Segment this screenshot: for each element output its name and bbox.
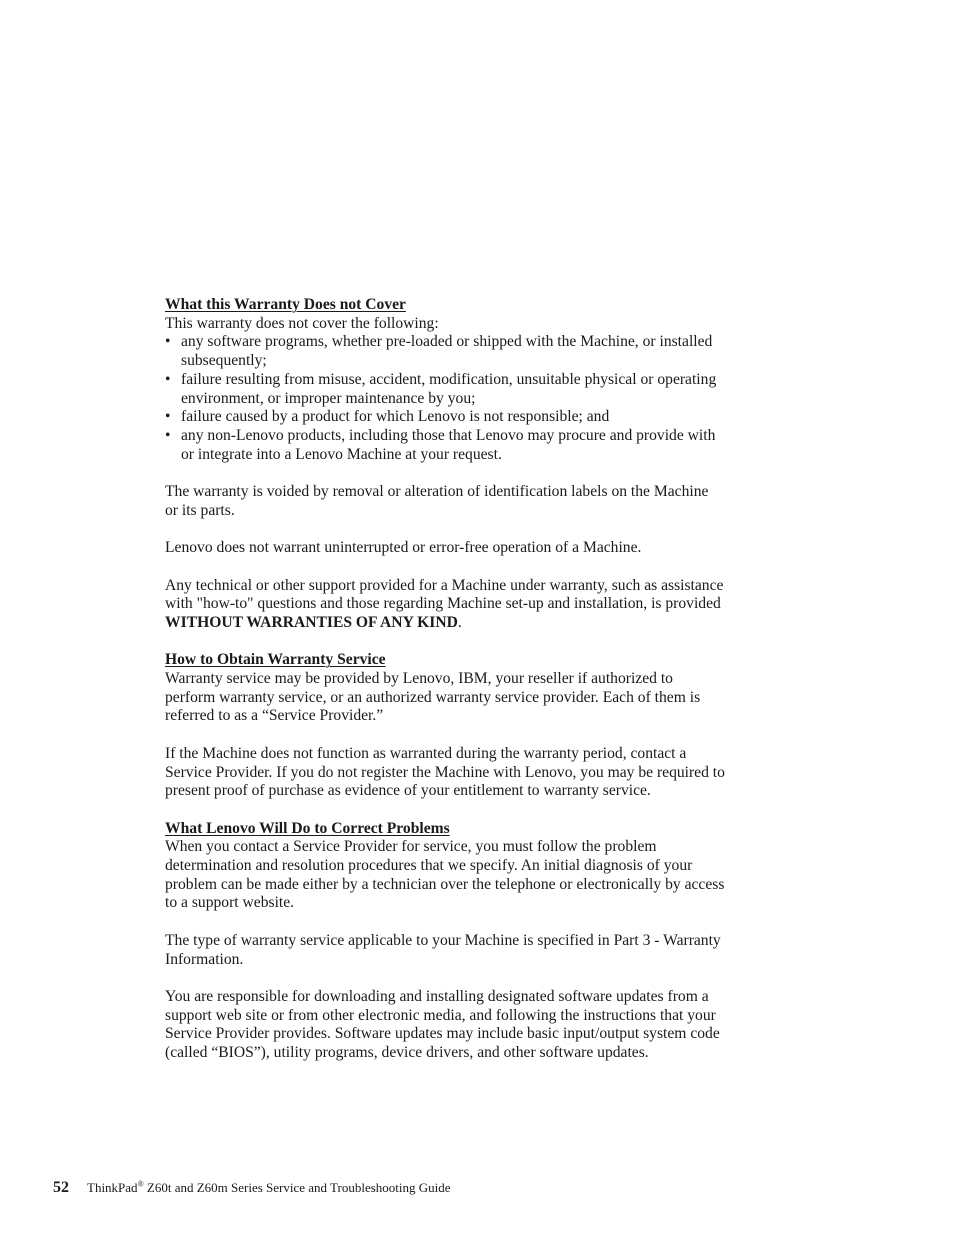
intro-text: This warranty does not cover the following: — [165, 314, 439, 332]
paragraph-software-updates: You are responsible for downloading and installing designated software updates from a support web site or from other electronic media, and following the instructions that your Service Provider provides. Software updates may include basic input/output system code (called “BIOS”), utility programs, device drivers, and other software updates. — [165, 987, 720, 1061]
trademark-symbol: ® — [137, 1179, 144, 1189]
page-number: 52 — [53, 1179, 69, 1196]
footer-title-rest: Z60t and Z60m Series Service and Troubleshooting Guide — [143, 1180, 451, 1195]
exclusions-list — [165, 333, 725, 464]
support-text-end: . — [457, 613, 462, 631]
no-warranty-emphasis: WITHOUT WARRANTIES OF ANY KIND — [165, 613, 458, 631]
list-item: • any non-Lenovo products, including those that Lenovo may procure and provide with or integrate into a Lenovo Machine at your request. — [165, 427, 725, 464]
list-item: • failure caused by a product for which Lenovo is not responsible; and — [165, 408, 725, 427]
paragraph-problem-determination: When you contact a Service Provider for service, you must follow the problem determination and resolution procedures that we specify. An initial diagnosis of your problem can be made either by a technician over the telephone or electronically by access to a support website. — [165, 838, 725, 912]
list-item: • any software programs, whether pre-loaded or shipped with the Machine, or installed subsequently; — [165, 333, 725, 370]
paragraph-service-type: The type of warranty service applicable to your Machine is specified in Part 3 - Warranty Information. — [165, 931, 721, 968]
footer-title — [87, 1180, 451, 1196]
paragraph-technical-support — [165, 577, 725, 633]
support-text: Any technical or other support provided for a Machine under warranty, such as assistance with "how-to" questions and those regarding Machine set-up and installation, is provided — [165, 576, 724, 613]
page-footer — [53, 1179, 451, 1197]
paragraph-contact-provider: If the Machine does not function as warranted during the warranty period, contact a Service Provider. If you do not register the Machine with Lenovo, you may be required to present proof of purchase as evidence of your entitlement to warranty service. — [165, 744, 725, 800]
paragraph-labels-void: The warranty is voided by removal or alteration of identification labels on the Machine or its parts. — [165, 483, 709, 519]
section-heading-obtain-service: How to Obtain Warranty Service — [165, 651, 386, 669]
section-heading-correct-problems: What Lenovo Will Do to Correct Problems — [165, 819, 450, 837]
paragraph-no-warranty-operation: Lenovo does not warrant uninterrupted or error-free operation of a Machine. — [165, 539, 642, 557]
footer-brand: ThinkPad — [87, 1180, 138, 1195]
paragraph-service-provider: Warranty service may be provided by Lenovo, IBM, your reseller if authorized to perform warranty service, or an authorized warranty service provider. Each of them is referred to as a “Service Provider.” — [165, 670, 701, 725]
list-item: • failure resulting from misuse, accident, modification, unsuitable physical or operating environment, or improper maintenance by you; — [165, 371, 725, 408]
page-body — [165, 296, 725, 1063]
section-heading-not-covered: What this Warranty Does not Cover — [165, 296, 406, 313]
